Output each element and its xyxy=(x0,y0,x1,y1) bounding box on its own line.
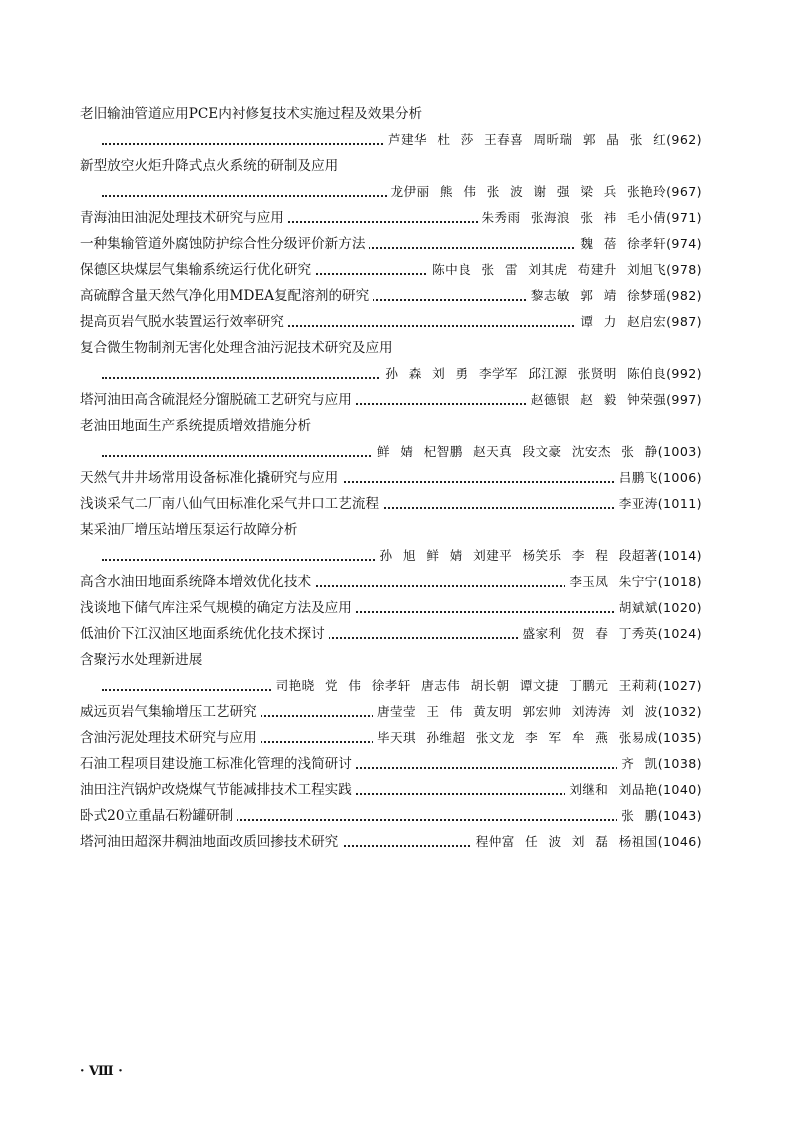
entry-authors: 齐 凯 xyxy=(621,756,658,771)
toc-entry[interactable] xyxy=(80,725,702,751)
toc-entry[interactable] xyxy=(80,569,702,595)
toc-entry[interactable] xyxy=(80,491,702,517)
entry-authors: 魏 蓓 徐孝轩 xyxy=(580,236,667,251)
entry-authors: 胡斌斌 xyxy=(618,600,658,615)
entry-tail: 齐 凯(1038) xyxy=(617,751,702,777)
entry-authors: 赵德银 赵 毅 钟荣强 xyxy=(530,392,667,407)
entry-tail: 赵德银 赵 毅 钟荣强(997) xyxy=(527,387,702,413)
toc-entry[interactable] xyxy=(80,621,702,647)
toc-entry[interactable] xyxy=(80,335,702,387)
entry-title[interactable]: 某采油厂增压站增压泵运行故障分析 xyxy=(80,522,302,538)
entry-title[interactable]: 高含水油田地面系统降本增效优化技术 xyxy=(80,574,315,590)
entry-title[interactable]: 保德区块煤层气集输系统运行优化研究 xyxy=(80,262,315,278)
entry-authors: 陈中良 张 雷 刘其虎 苟建升 刘旭飞 xyxy=(432,262,667,277)
toc-entry[interactable] xyxy=(80,387,702,413)
entry-page-number: 978 xyxy=(671,262,697,277)
entry-title[interactable]: 含聚污水处理新进展 xyxy=(80,652,206,668)
entry-tail: 陈中良 张 雷 刘其虎 苟建升 刘旭飞(978) xyxy=(428,257,702,283)
entry-tail: 李亚涛(1011) xyxy=(615,491,702,517)
entry-authors: 刘继和 刘品艳 xyxy=(569,782,658,797)
entry-tail: 朱秀雨 张海浪 张 祎 毛小倩(971) xyxy=(478,205,702,231)
entry-tail: 芦建华 杜 莎 王春喜 周昕瑞 郭 晶 张 红(962) xyxy=(384,127,702,153)
entry-page-number: 987 xyxy=(671,314,697,329)
entry-authors: 程仲富 任 波 刘 磊 杨祖国 xyxy=(475,834,658,849)
toc-entry[interactable] xyxy=(80,153,702,205)
entry-authors: 芦建华 杜 莎 王春喜 周昕瑞 郭 晶 张 红 xyxy=(387,132,667,147)
table-of-contents xyxy=(80,101,702,855)
entry-title[interactable]: 高硫醇含量天然气净化用MDEA复配溶剂的研究 xyxy=(80,288,373,304)
entry-title[interactable]: 浅谈地下储气库注采气规模的确定方法及应用 xyxy=(80,600,356,616)
entry-tail: 孙 森 刘 勇 李学军 邱江源 张贤明 陈伯良(992) xyxy=(381,361,702,387)
entry-page-number: 1003 xyxy=(663,444,697,459)
entry-page-number: 1011 xyxy=(663,496,697,511)
toc-entry[interactable] xyxy=(80,231,702,257)
entry-page-number: 1043 xyxy=(663,808,697,823)
toc-entry[interactable] xyxy=(80,647,702,699)
entry-tail: 黎志敏 郭 靖 徐梦瑶(982) xyxy=(527,283,702,309)
entry-authors: 司艳晓 党 伟 徐孝轩 唐志伟 胡长朝 谭文捷 丁鹏元 王莉莉 xyxy=(275,678,658,693)
entry-tail: 龙伊丽 熊 伟 张 波 谢 强 梁 兵 张艳玲(967) xyxy=(387,179,702,205)
entry-title[interactable]: 塔河油田高含硫混烃分馏脱硫工艺研究与应用 xyxy=(80,392,356,408)
entry-tail: 魏 蓓 徐孝轩(974) xyxy=(576,231,702,257)
entry-title[interactable]: 含油污泥处理技术研究与应用 xyxy=(80,730,261,746)
entry-authors: 盛家利 贺 春 丁秀英 xyxy=(522,626,658,641)
entry-title[interactable]: 威远页岩气集输增压工艺研究 xyxy=(80,704,261,720)
entry-page-number: 971 xyxy=(671,210,697,225)
entry-tail: 鲜 婧 杞智鹏 赵天真 段文豪 沈安杰 张 静(1003) xyxy=(373,439,702,465)
entry-tail: 刘继和 刘品艳(1040) xyxy=(565,777,702,803)
entry-authors: 谭 力 赵启宏 xyxy=(580,314,667,329)
entry-title[interactable]: 老油田地面生产系统提质增效措施分析 xyxy=(80,418,315,434)
entry-title[interactable]: 低油价下江汉油区地面系统优化技术探讨 xyxy=(80,626,329,642)
entry-page-number: 1027 xyxy=(663,678,697,693)
toc-entry[interactable] xyxy=(80,413,702,465)
entry-page-number: 992 xyxy=(671,366,697,381)
entry-title[interactable]: 油田注汽锅炉改烧煤气节能减排技术工程实践 xyxy=(80,782,356,798)
entry-page-number: 962 xyxy=(671,132,697,147)
entry-page-number: 1038 xyxy=(663,756,697,771)
entry-title[interactable]: 卧式20立重晶石粉罐研制 xyxy=(80,808,237,824)
entry-page-number: 1046 xyxy=(663,834,697,849)
entry-tail: 司艳晓 党 伟 徐孝轩 唐志伟 胡长朝 谭文捷 丁鹏元 王莉莉(1027) xyxy=(272,673,702,699)
entry-page-number: 1018 xyxy=(663,574,697,589)
toc-entry[interactable] xyxy=(80,465,702,491)
entry-title[interactable]: 复合微生物制剂无害化处理含油污泥技术研究及应用 xyxy=(80,340,397,356)
toc-entry[interactable] xyxy=(80,699,702,725)
entry-title[interactable]: 新型放空火炬升降式点火系统的研制及应用 xyxy=(80,158,342,174)
entry-authors: 唐莹莹 王 伟 黄友明 郭宏帅 刘涛涛 刘 波 xyxy=(376,704,658,719)
toc-entry[interactable] xyxy=(80,309,702,335)
entry-authors: 龙伊丽 熊 伟 张 波 谢 强 梁 兵 张艳玲 xyxy=(390,184,667,199)
entry-authors: 孙 旭 鲜 婧 刘建平 杨笑乐 李 程 段超著 xyxy=(379,548,658,563)
entry-authors: 毕天琪 孙维超 张文龙 李 军 牟 燕 张易成 xyxy=(376,730,658,745)
entry-page-number: 1006 xyxy=(663,470,697,485)
entry-tail: 谭 力 赵启宏(987) xyxy=(576,309,702,335)
entry-tail: 毕天琪 孙维超 张文龙 李 军 牟 燕 张易成(1035) xyxy=(373,725,702,751)
entry-page-number: 1035 xyxy=(663,730,697,745)
entry-page-number: 974 xyxy=(671,236,697,251)
entry-page-number: 1040 xyxy=(663,782,697,797)
entry-tail: 孙 旭 鲜 婧 刘建平 杨笑乐 李 程 段超著(1014) xyxy=(376,543,702,569)
entry-title[interactable]: 青海油田油泥处理技术研究与应用 xyxy=(80,210,288,226)
entry-tail: 唐莹莹 王 伟 黄友明 郭宏帅 刘涛涛 刘 波(1032) xyxy=(373,699,702,725)
entry-tail: 吕鹏飞(1006) xyxy=(615,465,702,491)
entry-authors: 黎志敏 郭 靖 徐梦瑶 xyxy=(530,288,667,303)
toc-entry[interactable] xyxy=(80,101,702,153)
entry-tail: 程仲富 任 波 刘 磊 杨祖国(1046) xyxy=(472,829,702,855)
entry-tail: 张 鹏(1043) xyxy=(617,803,702,829)
entry-title[interactable]: 塔河油田超深井稠油地面改质回掺技术研究 xyxy=(80,834,342,850)
toc-entry[interactable] xyxy=(80,257,702,283)
toc-entry[interactable] xyxy=(80,803,702,829)
entry-title[interactable]: 一种集输管道外腐蚀防护综合性分级评价新方法 xyxy=(80,236,369,252)
page-folio: · Ⅷ · xyxy=(80,1064,123,1079)
toc-entry[interactable] xyxy=(80,751,702,777)
toc-entry[interactable] xyxy=(80,829,702,855)
toc-entry[interactable] xyxy=(80,205,702,231)
entry-authors: 李亚涛 xyxy=(618,496,658,511)
entry-title[interactable]: 老旧输油管道应用PCE内衬修复技术实施过程及效果分析 xyxy=(80,106,426,122)
entry-page-number: 967 xyxy=(671,184,697,199)
entry-page-number: 982 xyxy=(671,288,697,303)
entry-page-number: 1020 xyxy=(663,600,697,615)
entry-title[interactable]: 天然气井井场常用设备标准化撬研究与应用 xyxy=(80,470,342,486)
entry-page-number: 997 xyxy=(671,392,697,407)
entry-page-number: 1014 xyxy=(663,548,697,563)
toc-entry[interactable] xyxy=(80,517,702,569)
entry-authors: 张 鹏 xyxy=(621,808,658,823)
entry-authors: 吕鹏飞 xyxy=(618,470,658,485)
toc-entry[interactable] xyxy=(80,283,702,309)
entry-authors: 鲜 婧 杞智鹏 赵天真 段文豪 沈安杰 张 静 xyxy=(376,444,658,459)
entry-authors: 朱秀雨 张海浪 张 祎 毛小倩 xyxy=(481,210,667,225)
entry-tail: 盛家利 贺 春 丁秀英(1024) xyxy=(519,621,702,647)
entry-authors: 孙 森 刘 勇 李学军 邱江源 张贤明 陈伯良 xyxy=(385,366,667,381)
entry-title[interactable]: 石油工程项目建设施工标准化管理的浅简研讨 xyxy=(80,756,356,772)
entry-page-number: 1024 xyxy=(663,626,697,641)
entry-title[interactable]: 浅谈采气二厂南八仙气田标准化采气井口工艺流程 xyxy=(80,496,383,512)
toc-entry[interactable] xyxy=(80,777,702,803)
toc-entry[interactable] xyxy=(80,595,702,621)
entry-title[interactable]: 提高页岩气脱水装置运行效率研究 xyxy=(80,314,288,330)
entry-tail: 胡斌斌(1020) xyxy=(615,595,702,621)
entry-authors: 李玉凤 朱宁宁 xyxy=(569,574,658,589)
entry-tail: 李玉凤 朱宁宁(1018) xyxy=(565,569,702,595)
entry-page-number: 1032 xyxy=(663,704,697,719)
